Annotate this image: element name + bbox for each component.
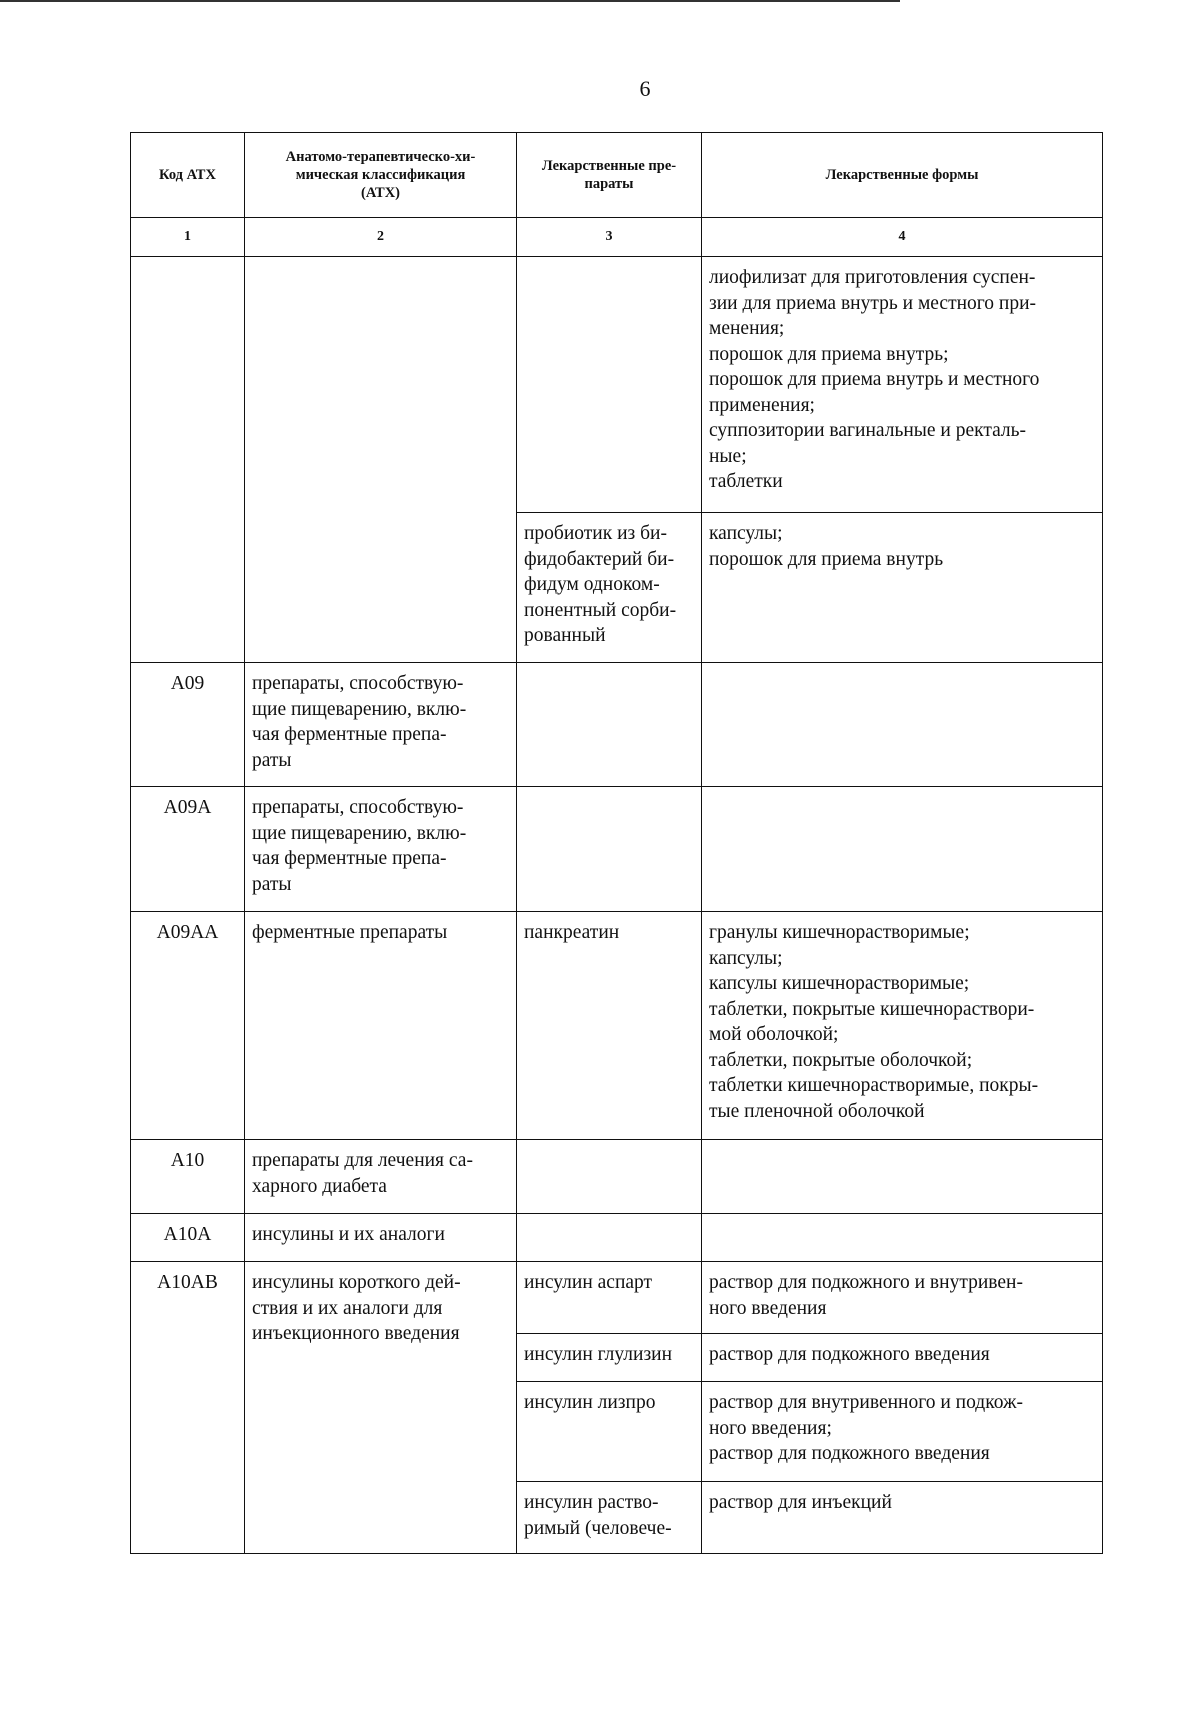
- table-row: [131, 1262, 1103, 1334]
- table-row: [131, 912, 1103, 1140]
- column-number: 1: [131, 218, 245, 257]
- classification-cell: ферментные препараты: [245, 912, 517, 1140]
- column-number-row: [131, 218, 1103, 257]
- dosage-forms-cell: гранулы кишечнорастворимые; капсулы; капсулы кишечнорастворимые; таблетки, покрытые кишечнораствори- мой оболочкой; таблетки, покрытые оболочкой; таблетки кишечнорастворимые, покры- тые пленочной оболочкой: [702, 912, 1103, 1140]
- drug-cell: инсулин глулизин: [517, 1334, 702, 1382]
- table-row: [131, 1214, 1103, 1262]
- dosage-forms-cell: раствор для внутривенного и подкож- ного введения; раствор для подкожного введения: [702, 1382, 1103, 1482]
- scan-edge-line: [0, 0, 900, 2]
- table-row: [131, 787, 1103, 912]
- dosage-forms-cell: раствор для подкожного и внутривен- ного введения: [702, 1262, 1103, 1334]
- drug-cell: [517, 1140, 702, 1214]
- table-row: [131, 1140, 1103, 1214]
- table-row: [131, 663, 1103, 787]
- drug-cell: инсулин лизпро: [517, 1382, 702, 1482]
- dosage-forms-cell: [702, 663, 1103, 787]
- drug-cell: [517, 663, 702, 787]
- drug-cell: пробиотик из би- фидобактерий би- фидум одноком- понентный сорби- рованный: [517, 513, 702, 663]
- dosage-forms-cell: [702, 1214, 1103, 1262]
- table-header-row: [131, 133, 1103, 218]
- atx-table: [130, 132, 1103, 1554]
- classification-cell: препараты для лечения са- харного диабета: [245, 1140, 517, 1214]
- table-row: [131, 257, 1103, 513]
- drug-cell: [517, 787, 702, 912]
- header-dosage-forms: Лекарственные формы: [702, 133, 1103, 218]
- dosage-forms-cell: [702, 787, 1103, 912]
- drug-cell: инсулин раство- римый (человече-: [517, 1482, 702, 1554]
- header-atx-classification: Анатомо-терапевтическо-хи- мическая классификация (АТХ): [245, 133, 517, 218]
- column-number: 4: [702, 218, 1103, 257]
- header-drugs: Лекарственные пре- параты: [517, 133, 702, 218]
- page-number: 6: [639, 76, 651, 101]
- classification-cell: инсулины и их аналоги: [245, 1214, 517, 1262]
- drug-cell: [517, 1214, 702, 1262]
- atx-code-cell: [131, 257, 245, 663]
- atx-code-cell: A10AB: [131, 1262, 245, 1554]
- drug-cell: панкреатин: [517, 912, 702, 1140]
- classification-cell: инсулины короткого дей- ствия и их аналоги для инъекционного введения: [245, 1262, 517, 1554]
- drug-cell: [517, 257, 702, 513]
- column-number: 3: [517, 218, 702, 257]
- atx-code-cell: A10A: [131, 1214, 245, 1262]
- classification-cell: препараты, способствую- щие пищеварению, вклю- чая ферментные препа- раты: [245, 663, 517, 787]
- atx-code-cell: A09: [131, 663, 245, 787]
- dosage-forms-cell: [702, 1140, 1103, 1214]
- header-atx-code: Код АТХ: [131, 133, 245, 218]
- column-number: 2: [245, 218, 517, 257]
- dosage-forms-cell: раствор для подкожного введения: [702, 1334, 1103, 1382]
- atx-code-cell: A10: [131, 1140, 245, 1214]
- dosage-forms-cell: лиофилизат для приготовления суспен- зии для приема внутрь и местного при- менения; порошок для приема внутрь; порошок для приема внутрь и местного применения; суппозитории вагинальные и ректаль- ные; таблетки: [702, 257, 1103, 513]
- classification-cell: препараты, способствую- щие пищеварению, вклю- чая ферментные препа- раты: [245, 787, 517, 912]
- drug-cell: инсулин аспарт: [517, 1262, 702, 1334]
- atx-code-cell: A09A: [131, 787, 245, 912]
- dosage-forms-cell: капсулы; порошок для приема внутрь: [702, 513, 1103, 663]
- atx-code-cell: A09AA: [131, 912, 245, 1140]
- dosage-forms-cell: раствор для инъекций: [702, 1482, 1103, 1554]
- classification-cell: [245, 257, 517, 663]
